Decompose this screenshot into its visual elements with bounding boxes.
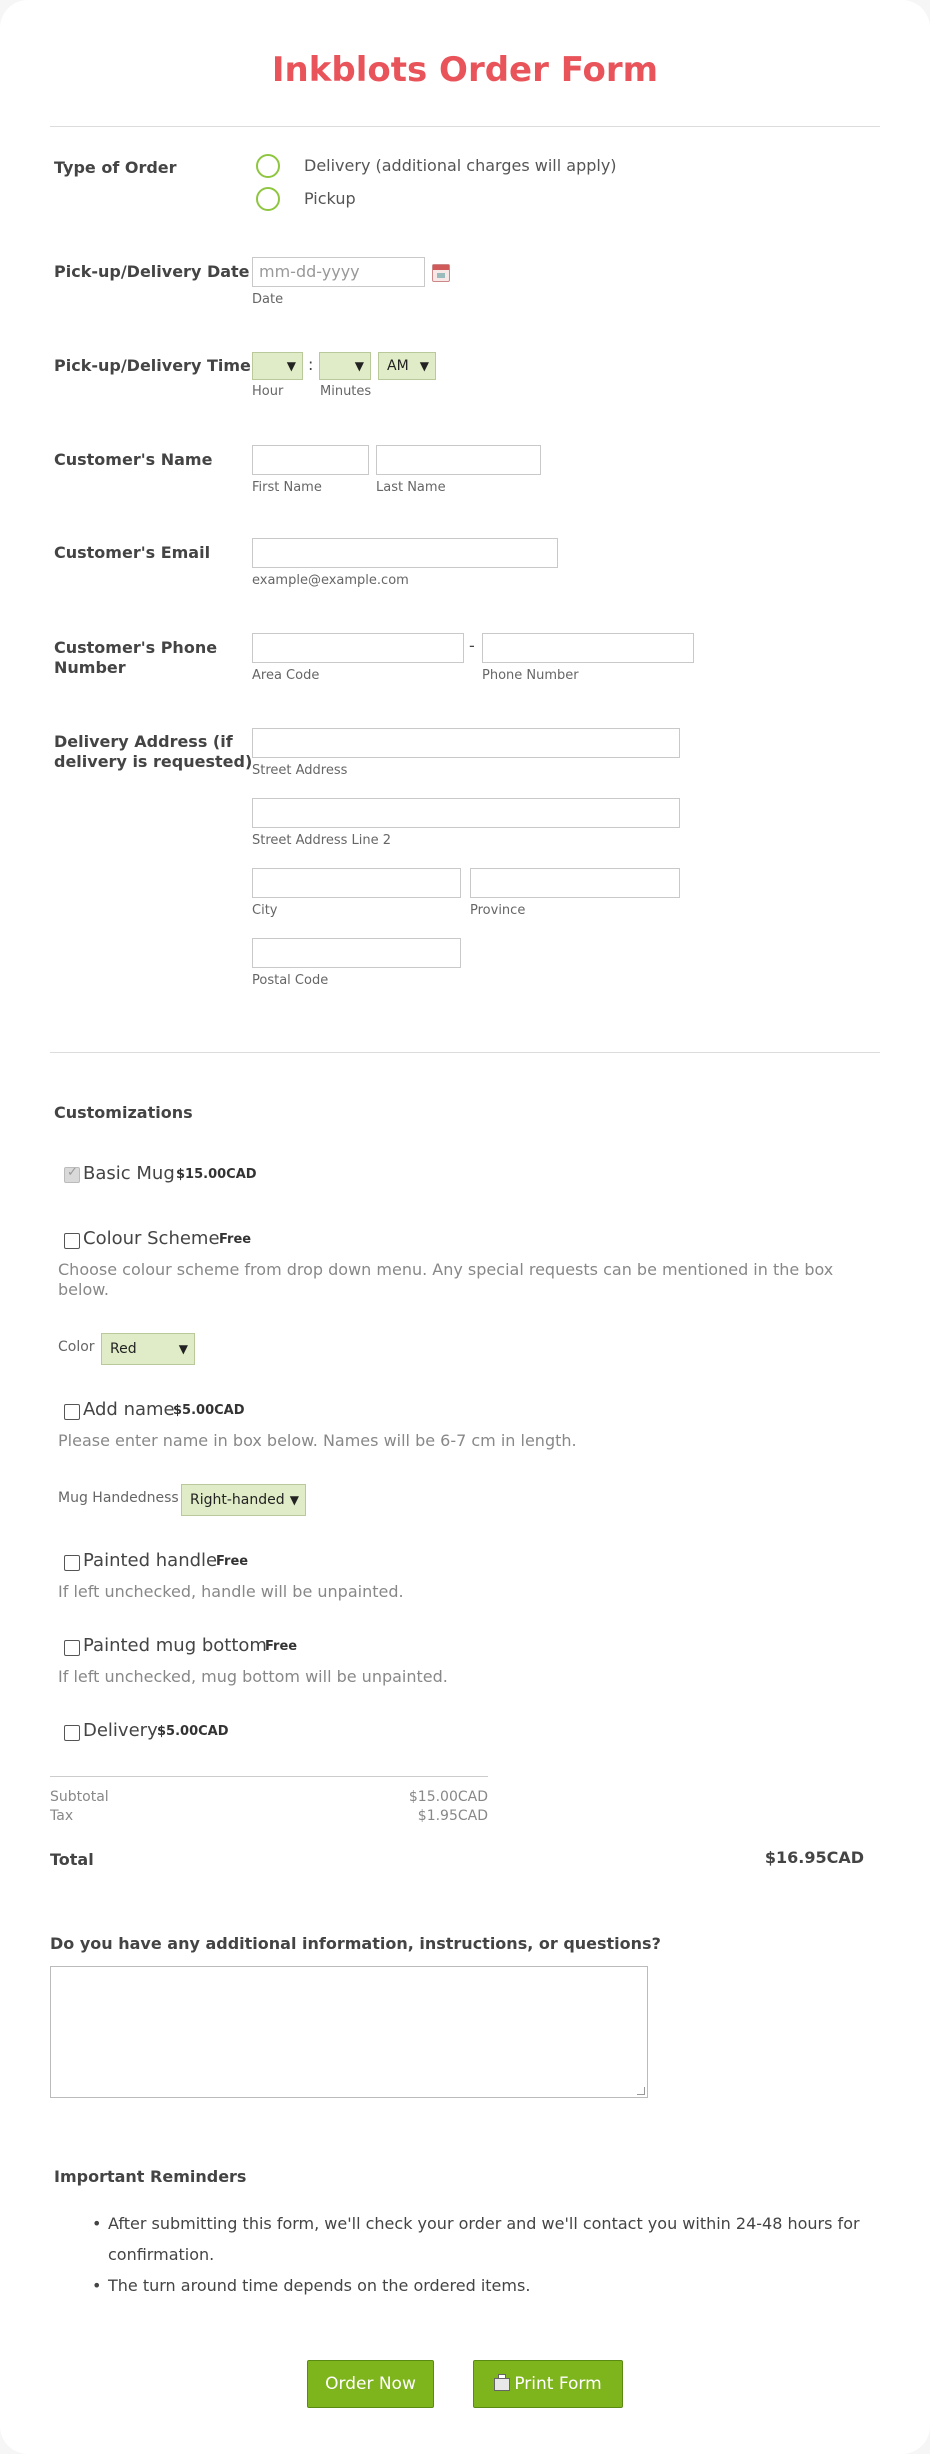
handedness-select-value: Right-handed <box>190 1492 285 1508</box>
basic-mug-checkbox[interactable] <box>64 1167 80 1183</box>
date-input[interactable] <box>252 257 425 287</box>
delivery-price: $5.00CAD <box>157 1724 229 1739</box>
print-form-label: Print Form <box>514 2374 602 2394</box>
colour-scheme-price: Free <box>219 1232 252 1247</box>
street-address2-sublabel: Street Address Line 2 <box>252 833 392 848</box>
additional-info-label: Do you have any additional information, instructions, or questions? <box>50 1934 661 1953</box>
postal-code-sublabel: Postal Code <box>252 973 329 988</box>
basic-mug-price: $15.00CAD <box>176 1167 257 1182</box>
province-sublabel: Province <box>470 903 526 918</box>
painted-handle-desc: If left unchecked, handle will be unpainted. <box>58 1582 404 1601</box>
subtotal-label: Subtotal <box>50 1789 109 1805</box>
first-name-sublabel: First Name <box>252 480 322 495</box>
chevron-down-icon: ▼ <box>289 1493 299 1507</box>
last-name-sublabel: Last Name <box>376 480 446 495</box>
radio-pickup[interactable] <box>256 187 280 211</box>
phone-number-input[interactable] <box>482 633 694 663</box>
radio-delivery-label[interactable]: Delivery (additional charges will apply) <box>304 156 617 175</box>
area-code-sublabel: Area Code <box>252 668 320 683</box>
add-name-desc: Please enter name in box below. Names will be 6-7 cm in length. <box>58 1431 577 1450</box>
handedness-label: Mug Handedness <box>58 1490 179 1506</box>
date-label: Pick-up/Delivery Date <box>54 262 250 281</box>
bullet-icon: • <box>92 2276 102 2295</box>
phone-separator: - <box>469 636 475 655</box>
phone-number-sublabel: Phone Number <box>482 668 579 683</box>
section-divider <box>50 1052 880 1053</box>
date-placeholder: mm-dd-yyyy <box>259 262 360 281</box>
area-code-input[interactable] <box>252 633 464 663</box>
last-name-input[interactable] <box>376 445 541 475</box>
city-sublabel: City <box>252 903 278 918</box>
delivery-name: Delivery <box>83 1720 158 1741</box>
radio-pickup-label[interactable]: Pickup <box>304 189 356 208</box>
order-now-button[interactable]: Order Now <box>307 2360 434 2408</box>
first-name-input[interactable] <box>252 445 369 475</box>
reminders-heading: Important Reminders <box>54 2167 247 2186</box>
street-address-sublabel: Street Address <box>252 763 348 778</box>
resize-handle-icon[interactable] <box>637 2087 645 2095</box>
bullet-icon: • <box>92 2214 102 2233</box>
additional-info-textarea[interactable] <box>50 1966 648 2098</box>
colour-scheme-checkbox[interactable] <box>64 1233 80 1249</box>
color-select-value: Red <box>110 1341 137 1357</box>
print-form-button[interactable] <box>473 2360 623 2408</box>
add-name-checkbox[interactable] <box>64 1404 80 1420</box>
city-input[interactable] <box>252 868 461 898</box>
subtotal-value: $15.00CAD <box>408 1789 488 1805</box>
phone-label-line1: Customer's Phone <box>54 638 218 657</box>
reminder-item-1-line2: confirmation. <box>108 2245 215 2264</box>
total-label: Total <box>50 1850 94 1869</box>
customizations-heading: Customizations <box>54 1103 193 1122</box>
time-label: Pick-up/Delivery Time <box>54 356 251 375</box>
email-input[interactable] <box>252 538 558 568</box>
chevron-down-icon: ▼ <box>354 359 364 373</box>
painted-bottom-checkbox[interactable] <box>64 1640 80 1656</box>
delivery-checkbox[interactable] <box>64 1725 80 1741</box>
painted-bottom-name: Painted mug bottom <box>83 1635 267 1656</box>
minutes-sublabel: Minutes <box>320 384 372 399</box>
email-label: Customer's Email <box>54 543 211 562</box>
address-label-line2: delivery is requested) <box>54 752 253 771</box>
hour-sublabel: Hour <box>252 384 284 399</box>
radio-delivery[interactable] <box>256 154 280 178</box>
email-sublabel: example@example.com <box>252 573 409 588</box>
header-divider <box>50 126 880 127</box>
address-label-line1: Delivery Address (if <box>54 732 233 751</box>
order-type-label: Type of Order <box>54 158 177 177</box>
painted-handle-name: Painted handle <box>83 1550 218 1571</box>
colour-scheme-desc-line2: below. <box>58 1280 109 1299</box>
add-name-price: $5.00CAD <box>173 1403 245 1418</box>
reminder-item <box>92 2270 888 2301</box>
postal-code-input[interactable] <box>252 938 461 968</box>
reminder-item-2: The turn around time depends on the ordered items. <box>108 2276 531 2295</box>
time-separator: : <box>308 355 314 374</box>
painted-handle-price: Free <box>216 1554 249 1569</box>
calendar-icon[interactable] <box>432 264 450 282</box>
date-sublabel: Date <box>252 292 284 307</box>
chevron-down-icon: ▼ <box>419 359 429 373</box>
add-name-name: Add name <box>83 1399 175 1420</box>
ampm-value: AM <box>387 358 409 374</box>
name-label: Customer's Name <box>54 450 213 469</box>
totals-divider <box>50 1776 488 1777</box>
total-value: $16.95CAD <box>764 1848 864 1867</box>
hour-select[interactable] <box>252 352 303 380</box>
colour-scheme-desc-line1: Choose colour scheme from drop down menu. Any special requests can be mentioned in the box <box>58 1260 834 1279</box>
painted-handle-checkbox[interactable] <box>64 1555 80 1571</box>
printer-icon <box>494 2378 510 2391</box>
minutes-select[interactable] <box>319 352 371 380</box>
colour-scheme-name: Colour Scheme <box>83 1228 220 1249</box>
painted-bottom-price: Free <box>265 1639 298 1654</box>
province-input[interactable] <box>470 868 680 898</box>
reminder-item <box>92 2208 888 2270</box>
ampm-select[interactable] <box>378 352 436 380</box>
street-address-input[interactable] <box>252 728 680 758</box>
form-title: Inkblots Order Form <box>271 50 659 90</box>
handedness-select[interactable] <box>181 1484 306 1516</box>
phone-label-line2: Number <box>54 658 126 677</box>
street-address2-input[interactable] <box>252 798 680 828</box>
painted-bottom-desc: If left unchecked, mug bottom will be unpainted. <box>58 1667 448 1686</box>
tax-label: Tax <box>50 1808 74 1824</box>
reminder-item-1-line1: After submitting this form, we'll check your order and we'll contact you within 24-48 hours for <box>108 2214 860 2233</box>
tax-value: $1.95CAD <box>417 1808 488 1824</box>
color-select[interactable] <box>101 1333 195 1365</box>
reminders-list <box>92 2208 888 2301</box>
basic-mug-name: Basic Mug <box>83 1163 175 1184</box>
color-option-label: Color <box>58 1339 95 1355</box>
chevron-down-icon: ▼ <box>286 359 296 373</box>
chevron-down-icon: ▼ <box>178 1342 188 1356</box>
